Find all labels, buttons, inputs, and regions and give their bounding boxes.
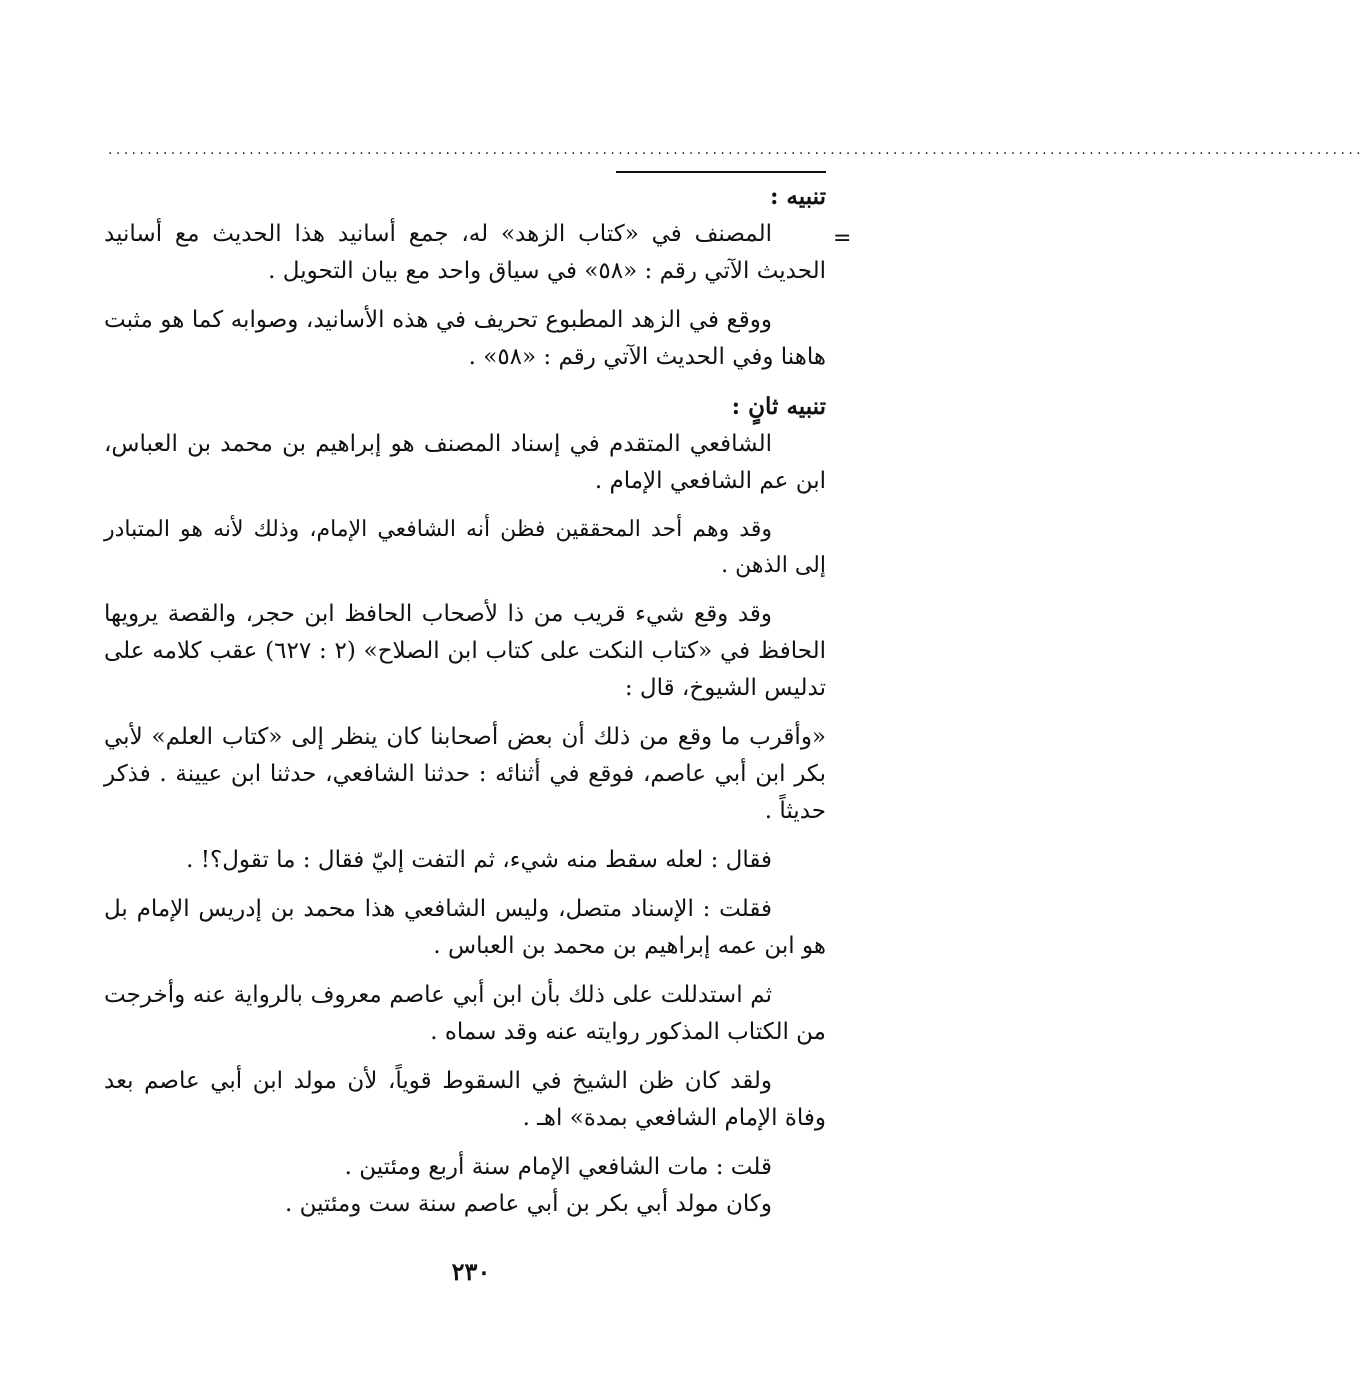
footnote-rule [616,171,826,173]
closing-line-2: وكان مولد أبي بكر بن أبي عاصم سنة ست ومئتين . [284,1191,772,1217]
note1-heading: تنبيه : [769,183,826,210]
note2-paragraph-3: وقد وقع شيء قريب من ذا لأصحاب الحافظ ابن حجر، والقصة يرويها الحافظ في «كتاب النكت على كتاب ابن الصلاح» (٢ : ٦٢٧) عقب كلامه على تدليس الشيوخ، قال : [104,601,826,701]
closing-line-1: قلت : مات الشافعي الإمام سنة أربع ومئتين . [344,1154,772,1180]
note2-paragraph-1: الشافعي المتقدم في إسناد المصنف هو إبراهيم بن محمد بن العباس، ابن عم الشافعي الإمام . [104,431,826,494]
note2-heading: تنبيه ثانٍ : [731,393,826,420]
note2-paragraph-2: وقد وهم أحد المحققين فظن أنه الشافعي الإمام، وذلك لأنه هو المتبادر إلى الذهن . [104,517,826,578]
quote-paragraph-1: «وأقرب ما وقع من ذلك أن بعض أصحابنا كان ينظر إلى «كتاب العلم» لأبي بكر ابن أبي عاصم، فوقع في أثنائه : حدثنا الشافعي، حدثنا ابن عيينة . فذكر حديثاً . [104,724,826,824]
page-number: ٢٣٠ [451,1257,491,1286]
continuation-mark: = [833,226,852,251]
quote-paragraph-3: فقلت : الإسناد متصل، وليس الشافعي هذا محمد بن إدريس الإمام بل هو ابن عمه إبراهيم بن محمد بن العباس . [104,896,826,959]
note1-paragraph-2: ووقع في الزهد المطبوع تحريف في هذه الأسانيد، وصوابه كما هو مثبت هاهنا وفي الحديث الآتي رقم : «٥٨» . [104,307,826,370]
note1-paragraph-1: المصنف في «كتاب الزهد» له، جمع أسانيد هذا الحديث مع أسانيد الحديث الآتي رقم : «٥٨» في سياق واحد مع بيان التحويل . [104,221,826,284]
page-body [104,178,826,1223]
footnote-dotted-separator: ................................................................................................................................................................ [108,142,1364,158]
quote-paragraph-2: فقال : لعله سقط منه شيء، ثم التفت إليّ فقال : ما تقول؟! . [186,847,772,873]
quote-paragraph-5: ولقد كان ظن الشيخ في السقوط قوياً، لأن مولد ابن أبي عاصم بعد وفاة الإمام الشافعي بمدة» اهـ . [104,1068,826,1131]
closing-lines [104,1149,826,1223]
quote-paragraph-4: ثم استدللت على ذلك بأن ابن أبي عاصم معروف بالرواية عنه وأخرجت من الكتاب المذكور روايته عنه وقد سماه . [104,982,826,1045]
